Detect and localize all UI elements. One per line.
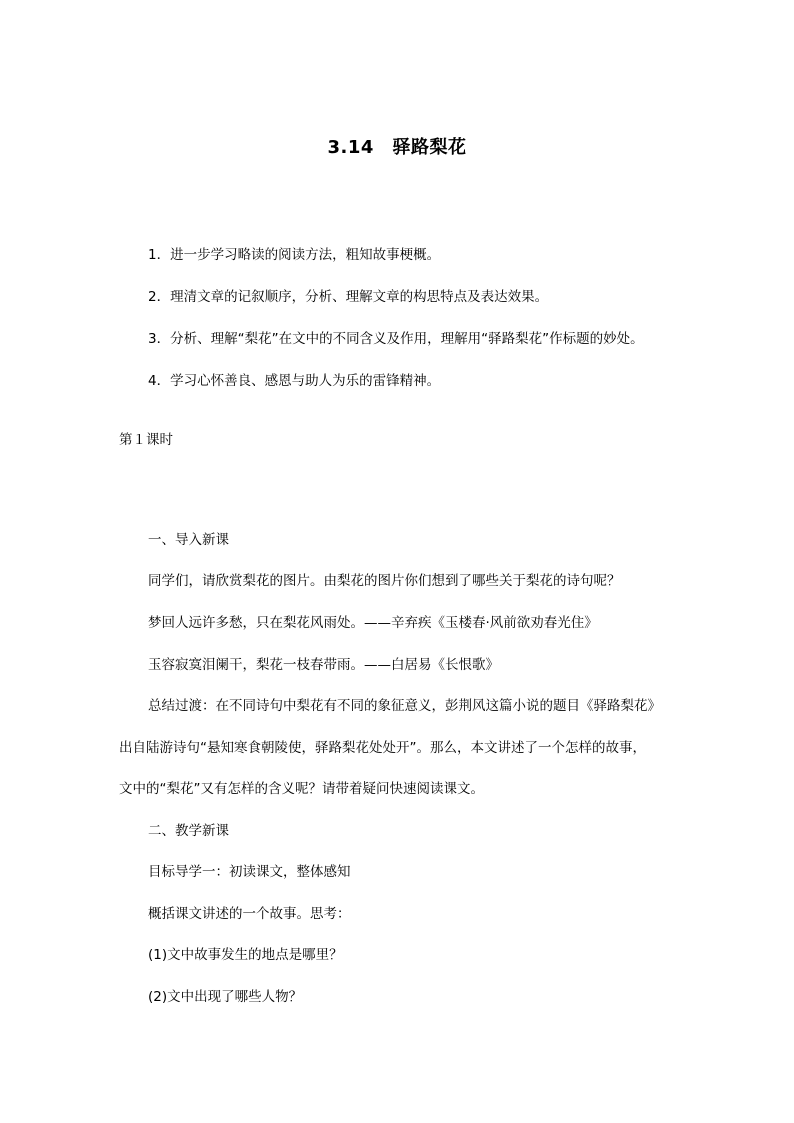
poem-quote-2: 玉容寂寞泪阑干，梨花一枝春带雨。——白居易《长恨歌》	[148, 657, 499, 673]
objective-2: 2．理清文章的记叙顺序，分析、理解文章的构思特点及表达效果。	[148, 289, 549, 305]
question-2: (2)文中出现了哪些人物？	[148, 989, 303, 1005]
summary-line-2: 出自陆游诗句“悬知寒食朝陵使，驿路梨花处处开”。那么，本文讲述了一个怎样的故事，	[119, 740, 646, 756]
summary-prompt: 概括课文讲述的一个故事。思考：	[148, 906, 351, 922]
poem-quote-1: 梦回人远许多愁，只在梨花风雨处。——辛弃疾《玉楼春·风前欲劝春光住》	[148, 615, 598, 631]
objective-4: 4．学习心怀善良、感恩与助人为乐的雷锋精神。	[148, 373, 441, 389]
intro-paragraph: 同学们，请欣赏梨花的图片。由梨花的图片你们想到了哪些关于梨花的诗句呢？	[148, 573, 621, 589]
goal-heading-1: 目标导学一：初读课文，整体感知	[148, 864, 351, 880]
section-heading-intro: 一、导入新课	[148, 532, 229, 548]
objective-3: 3．分析、理解“梨花”在文中的不同含义及作用，理解用“驿路梨花”作标题的妙处。	[148, 331, 644, 347]
summary-line-1: 总结过渡：在不同诗句中梨花有不同的象征意义，彭荆风这篇小说的题目《驿路梨花》	[148, 698, 661, 714]
objective-1: 1．进一步学习略读的阅读方法，粗知故事梗概。	[148, 247, 441, 263]
question-1: (1)文中故事发生的地点是哪里？	[148, 947, 343, 963]
lesson-label: 第１课时	[119, 432, 173, 448]
page-title: 3.14 驿路梨花	[327, 137, 467, 158]
section-heading-new-lesson: 二、教学新课	[148, 823, 229, 839]
summary-line-3: 文中的“梨花”又有怎样的含义呢？请带着疑问快速阅读课文。	[119, 781, 484, 797]
